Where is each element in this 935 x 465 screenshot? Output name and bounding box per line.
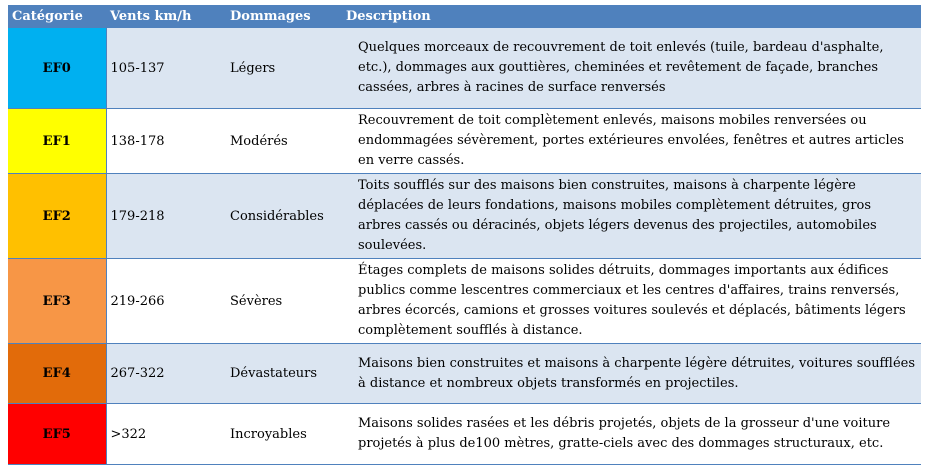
category-cell: EF3 <box>8 259 106 344</box>
table-row <box>8 259 921 344</box>
damage-cell: Incroyables <box>226 404 342 465</box>
category-cell: EF1 <box>8 109 106 174</box>
header-row <box>8 5 921 28</box>
description-cell: Maisons bien construites et maisons à charpente légère détruites, voitures soufflées à distance et nombreux objets transformés en projectiles. <box>342 344 921 404</box>
description-cell: Quelques morceaux de recouvrement de toit enlevés (tuile, bardeau d'asphalte, etc.), dommages aux gouttières, cheminées et revêtement de façade, branches cassées, arbres à racines de surface renversés <box>342 28 921 109</box>
table-row <box>8 28 921 109</box>
table-body <box>8 28 921 465</box>
wind-cell: 138-178 <box>106 109 226 174</box>
damage-cell: Légers <box>226 28 342 109</box>
damage-cell: Considérables <box>226 174 342 259</box>
damage-cell: Sévères <box>226 259 342 344</box>
header-category: Catégorie <box>8 5 106 28</box>
description-cell: Maisons solides rasées et les débris projetés, objets de la grosseur d'une voiture projetés à plus de100 mètres, gratte-ciels avec des dommages structuraux, etc. <box>342 404 921 465</box>
category-cell: EF4 <box>8 344 106 404</box>
header-description: Description <box>342 5 921 28</box>
table-header <box>8 5 921 28</box>
description-cell: Toits soufflés sur des maisons bien construites, maisons à charpente légère déplacées de leurs fondations, maisons mobiles complètement détruites, gros arbres cassés ou déracinés, objets légers devenus des projectiles, automobiles soulevées. <box>342 174 921 259</box>
wind-cell: 105-137 <box>106 28 226 109</box>
table-row <box>8 344 921 404</box>
table-row <box>8 109 921 174</box>
wind-cell: 179-218 <box>106 174 226 259</box>
wind-cell: 267-322 <box>106 344 226 404</box>
header-wind: Vents km/h <box>106 5 226 28</box>
description-cell: Étages complets de maisons solides détruits, dommages importants aux édifices publics comme lescentres commerciaux et les centres d'affaires, trains renversés, arbres écorcés, camions et grosses voitures soulevés et déplacés, bâtiments légers complètement soufflés à distance. <box>342 259 921 344</box>
damage-cell: Dévastateurs <box>226 344 342 404</box>
damage-cell: Modérés <box>226 109 342 174</box>
category-cell: EF2 <box>8 174 106 259</box>
enhanced-fujita-scale-table <box>8 5 921 465</box>
wind-cell: 219-266 <box>106 259 226 344</box>
table-row <box>8 404 921 465</box>
wind-cell: >322 <box>106 404 226 465</box>
header-damage: Dommages <box>226 5 342 28</box>
description-cell: Recouvrement de toit complètement enlevés, maisons mobiles renversées ou endommagées sévèrement, portes extérieures envolées, fenêtres et autres articles en verre cassés. <box>342 109 921 174</box>
table-row <box>8 174 921 259</box>
category-cell: EF0 <box>8 28 106 109</box>
category-cell: EF5 <box>8 404 106 465</box>
